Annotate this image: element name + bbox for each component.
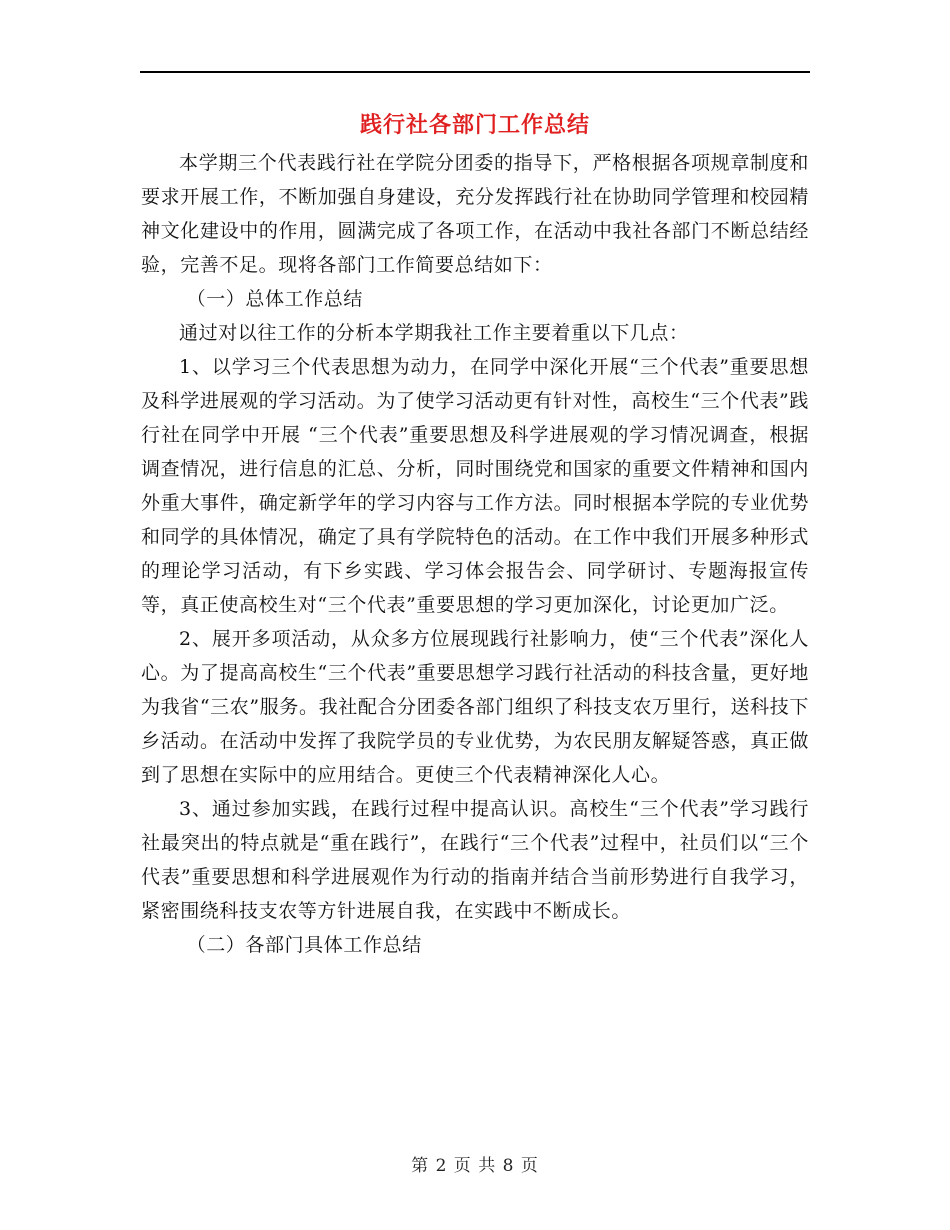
intro-paragraph: 本学期三个代表践行社在学院分团委的指导下，严格根据各项规章制度和要求开展工作，不断加强自身建设，充分发挥践行社在协助同学管理和校园精神文化建设中的作用，圆满完成了各项工作，在活动中我社各部门不断总结经验，完善不足。现将各部门工作简要总结如下： xyxy=(141,152,809,276)
point-1-paragraph: 1、以学习三个代表思想为动力，在同学中深化开展“三个代表”重要思想及科学进展观的学习活动。为了使学习活动更有针对性，高校生“三个代表”践行社在同学中开展 “三个代表”重要思想及科学进展观的学习情况调查，根据调查情况，进行信息的汇总、分析，同时围绕党和国家的重要文件精神和国内外重大事件，确定新学年的学习内容与工作方法。同时根据本学院的专业优势和同学的具体情况，确定了具有学院特色的活动。在工作中我们开展多种形式的理论学习活动，有下乡实践、学习体会报告会、同学研讨、专题海报宣传等，真正使高校生对“三个代表”重要思想的学习更加深化，讨论更加广泛。 xyxy=(141,356,809,616)
point-3-paragraph: 3、通过参加实践，在践行过程中提高认识。高校生“三个代表”学习践行社最突出的特点就是“重在践行”，在践行“三个代表”过程中，社员们以“三个代表”重要思想和科学进展观作为行动的指南并结合当前形势进行自我学习，紧密围绕科技支农等方针进展自我，在实践中不断成长。 xyxy=(141,798,809,922)
page-number-footer: 第 2 页 共 8 页 xyxy=(411,1156,539,1176)
point-2-paragraph: 2、展开多项活动，从众多方位展现践行社影响力，使“三个代表”深化人心。为了提高高校生“三个代表”重要思想学习践行社活动的科技含量，更好地为我省“三农”服务。我社配合分团委各部门组织了科技支农万里行，送科技下乡活动。在活动中发挥了我院学员的专业优势，为农民朋友解疑答惑，真正做到了思想在实际中的应用结合。更使三个代表精神深化人心。 xyxy=(141,628,809,786)
section-heading-departments: （二）各部门具体工作总结 xyxy=(186,934,422,956)
header-rule xyxy=(140,71,810,73)
document-title: 践行社各部门工作总结 xyxy=(359,112,590,138)
document-body xyxy=(141,146,809,962)
overall-lead-paragraph: 通过对以往工作的分析本学期我社工作主要着重以下几点： xyxy=(179,322,689,344)
section-heading-overall: （一）总体工作总结 xyxy=(186,288,363,310)
